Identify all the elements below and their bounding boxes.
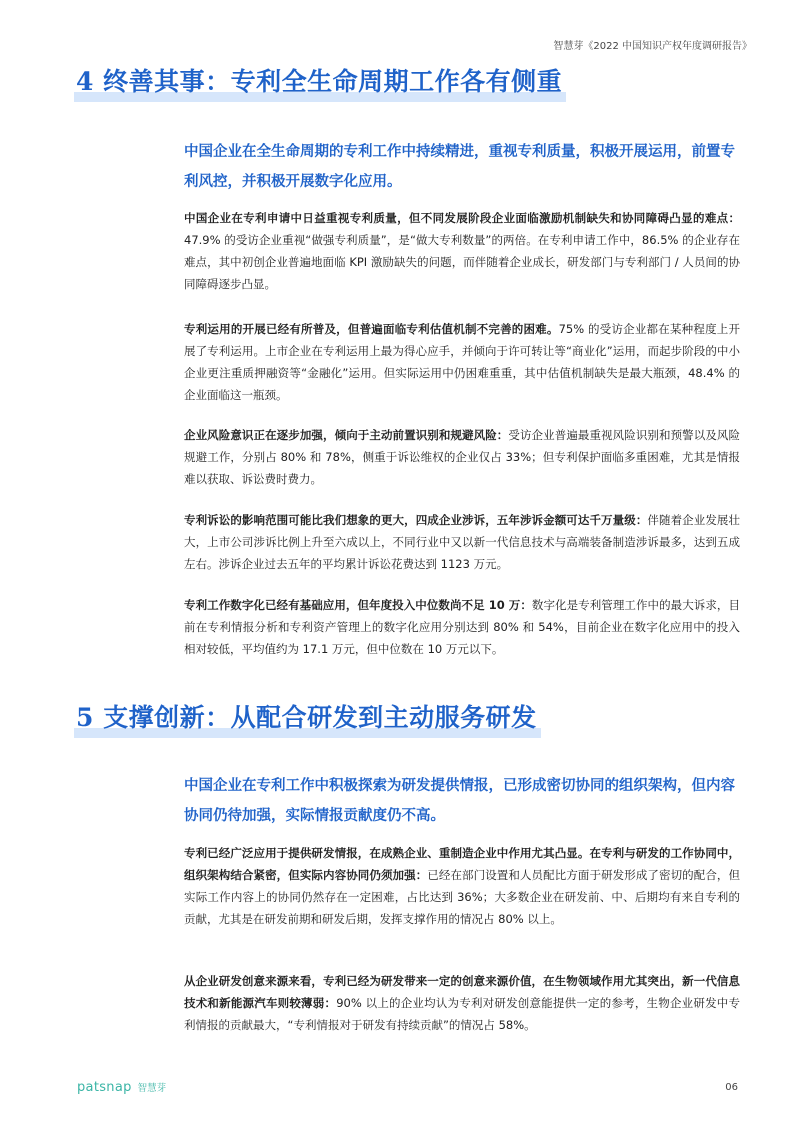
paragraph-emphasis: 中国企业在专利申请中日益重视专利质量，但不同发展阶段企业面临激励机制缺失和协同障碍凸显的难点： (184, 211, 740, 225)
paragraph-text: 已经在部门设置和人员配比方面于研发形成了密切的配合，但实际工作内容上的协同仍然存在一定困难，占比达到 36%；大多数企业在研发前、中、后期均有来自专利的贡献，尤其是在研发前期和研发后期，发挥支撑作用的情况占 80% 以上。 (184, 868, 741, 926)
paragraph-emphasis: 企业风险意识正在逐步加强，倾向于主动前置识别和规避风险： (184, 428, 509, 442)
paragraph-emphasis: 专利运用的开展已经有所普及，但普遍面临专利估值机制不完善的困难。 (184, 322, 559, 336)
logo-chinese-name: 智慧芽 (137, 1083, 167, 1094)
section-4-lead: 中国企业在全生命周期的专利工作中持续精进，重视专利质量，积极开展运用，前置专利风控，并积极开展数字化应用。 (184, 143, 735, 190)
section-5-paragraph (184, 970, 740, 1036)
section-5-heading (76, 698, 537, 734)
section-4-paragraph (184, 318, 740, 406)
paragraph-text: 47.9% 的受访企业重视“做强专利质量”，是“做大专利数量”的两倍。在专利申请工作中，86.5% 的企业存在难点，其中初创企业普遍地面临 KPI 激励缺失的问题，而伴随着企业成长，研发部门与专利部门 / 人员间的协同障碍逐步凸显。 (184, 233, 740, 291)
page-number: 06 (725, 1082, 738, 1093)
patsnap-logo (77, 1080, 166, 1095)
paragraph-text: 受访企业普遍最重视风险识别和预警以及风险规避工作，分别占 80% 和 78%，侧重于诉讼维权的企业仅占 33%；但专利保护面临多重困难，尤其是情报难以获取、诉讼费时费力。 (184, 428, 741, 486)
section-4-paragraph (184, 594, 740, 660)
section-5-paragraph (184, 842, 740, 930)
paragraph-emphasis: 从企业研发创意来源来看，专利已经为研发带来一定的创意来源价值，在生物领域作用尤其突出，新一代信息技术和新能源汽车则较薄弱： (184, 974, 740, 1010)
paragraph-emphasis: 专利工作数字化已经有基础应用，但年度投入中位数尚不足 10 万： (184, 598, 532, 612)
report-header-title: 智慧芽《2022 中国知识产权年度调研报告》 (553, 41, 752, 52)
paragraph-emphasis: 专利诉讼的影响范围可能比我们想象的更大，四成企业涉诉，五年涉诉金额可达千万量级： (184, 513, 648, 527)
paragraph-text: 90% 以上的企业均认为专利对研发创意能提供一定的参考，生物企业研发中专利情报的贡献最大，“专利情报对于研发有持续贡献”的情况占 58%。 (184, 996, 740, 1032)
section-4-paragraph (184, 207, 740, 295)
section-5-title: 5 支撑创新：从配合研发到主动服务研发 (76, 703, 537, 732)
logo-wordmark: patsnap (77, 1080, 132, 1095)
section-4-paragraph (184, 424, 740, 490)
paragraph-emphasis: 专利已经广泛应用于提供研发情报，在成熟企业、重制造企业中作用尤其凸显。在专利与研发的工作协同中，组织架构结合紧密，但实际内容协同仍须加强： (184, 846, 740, 882)
section-5-lead: 中国企业在专利工作中积极探索为研发提供情报，已形成密切协同的组织架构，但内容协同仍待加强，实际情报贡献度仍不高。 (184, 777, 735, 824)
paragraph-text: 数字化是专利管理工作中的最大诉求，目前在专利情报分析和专利资产管理上的数字化应用分别达到 80% 和 54%，目前企业在数字化应用中的投入相对较低，平均值约为 17.1 万元，但中位数在 10 万元以下。 (184, 598, 740, 656)
paragraph-text: 75% 的受访企业都在某种程度上开展了专利运用。上市企业在专利运用上最为得心应手，并倾向于许可转让等“商业化”运用，而起步阶段的中小企业更注重质押融资等“金融化”运用。但实际运用中仍困难重重，其中估值机制缺失是最大瓶颈，48.4% 的企业面临这一瓶颈。 (184, 322, 741, 402)
paragraph-text: 伴随着企业发展壮大，上市公司涉诉比例上升至六成以上，不同行业中又以新一代信息技术与高端装备制造涉诉最多，达到五成左右。涉诉企业过去五年的平均累计诉讼花费达到 1123 万元。 (184, 513, 741, 571)
section-4-title: 4 终善其事：专利全生命周期工作各有侧重 (76, 67, 563, 96)
section-4-heading (76, 62, 562, 98)
section-4-paragraph (184, 509, 740, 575)
